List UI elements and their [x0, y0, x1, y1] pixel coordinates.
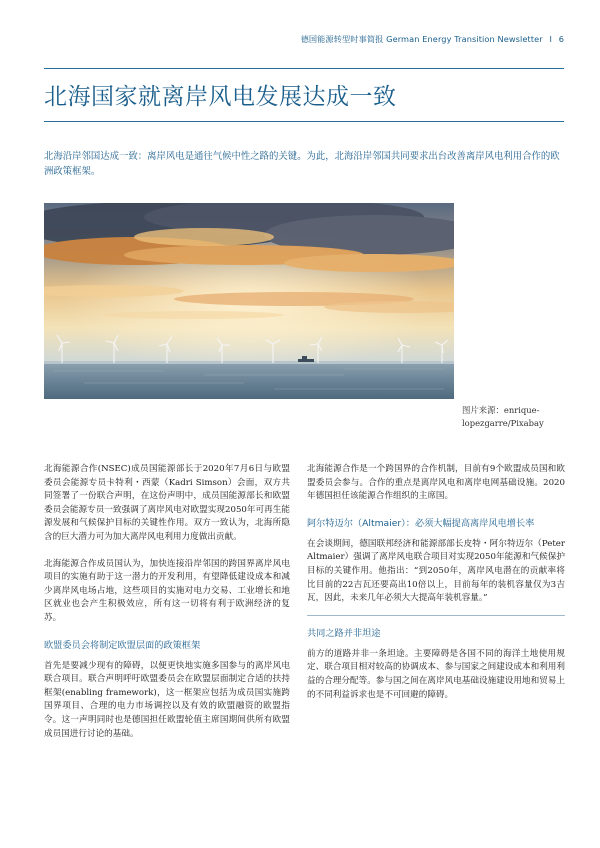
left-paragraph-1: 北海能源合作(NSEC)成员国能源部长于2020年7月6日与欧盟委员会能源专员卡特利・西蒙（Kadri Simson）会面，双方共同签署了一份联合声明，在这份声明中，成员国能源部长和欧盟委员会能源专员一致强调了离岸风电对欧盟实现2050年可再生能源发展和气候保护目标的关键性作用。双方一致认为，北海所隐含的巨大潜力可为加大离岸风电利用力度做出贡献。 — [44, 464, 290, 542]
title-rule-bottom — [44, 121, 564, 122]
lead-paragraph: 北海沿岸邻国达成一致：离岸风电是通往气候中性之路的关键。为此，北海沿岸邻国共同要求出台改善离岸风电利用合作的欧洲政策框架。 — [44, 151, 560, 177]
running-header — [301, 34, 564, 45]
page-title: 北海国家就离岸风电发展达成一致 — [44, 84, 397, 110]
right-paragraph-1: 北海能源合作是一个跨国界的合作机制，目前有9个欧盟成员国和欧盟委员会参与。合作的重点是离岸风电和离岸电网基础设施。2020年德国担任该能源合作组织的主席国。 — [307, 464, 565, 502]
header-separator: I — [549, 34, 552, 44]
left-subheading-1: 欧盟委员会将制定欧盟层面的政策框架 — [44, 639, 201, 651]
page-number: 6 — [558, 34, 564, 44]
quote-block — [307, 538, 565, 616]
newsletter-title-en: German Energy Transition Newsletter — [386, 34, 543, 44]
right-paragraph-3: 前方的道路并非一条坦途。主要障碍是各国不同的海洋土地使用规定、联合项目相对较高的协调成本、参与国家之间建设成本和利用利益的合理分配等。参与国之间在离岸风电基础设施建设用地和贸易上的不同利益诉求也是不可回避的障碍。 — [307, 648, 565, 700]
right-subheading-1: 阿尔特迈尔（Altmaier）：必须大幅提高离岸风电增长率 — [307, 517, 535, 529]
offshore-wind-photo — [44, 203, 454, 399]
left-column — [44, 463, 290, 754]
photo-caption: 图片来源：enrique-lopezgarre/Pixabay — [462, 405, 544, 428]
newsletter-title-cn: 德国能源转型时事简报 — [300, 34, 384, 44]
right-subheading-2: 共同之路并非坦途 — [307, 627, 381, 639]
left-paragraph-2: 北海能源合作成员国认为，加快连接沿岸邻国的跨国界离岸风电项目的实施有助于这一潜力的开发利用，有望降低建设成本和减少离岸风电场占地，这些项目的实施对电力交易、工业增长和地区就业也会产生积极效应，所有这一切将有利于欧洲经济的复苏。 — [44, 558, 290, 623]
left-paragraph-3: 首先是要减少现有的障碍，以便更快地实施多国参与的离岸风电联合项目。联合声明呼吁欧盟委员会在欧盟层面制定合适的扶持框架(enabling framework)，这一框架应包括为成员国实施跨国界项目、合理的电力市场调控以及有效的欧盟融资的欧盟指令。这一声明同时也是德国担任欧盟轮值主席国期间供所有欧盟成员国进行讨论的基础。 — [44, 660, 290, 739]
right-column — [307, 463, 565, 715]
title-rule-top — [44, 68, 564, 69]
right-paragraph-2: 在会谈期间，德国联邦经济和能源部部长皮特・阿尔特迈尔（Peter Altmaier）强调了离岸风电联合项目对实现2050年能源和气候保护目标的关键作用。他指出：“到2050年，离岸风电潜在的贡献率将比目前的22吉瓦还要高出10倍以上，目前每年的装机容量仅为3吉瓦，因此，未来几年必须大大提高年装机容量。” — [307, 538, 565, 604]
